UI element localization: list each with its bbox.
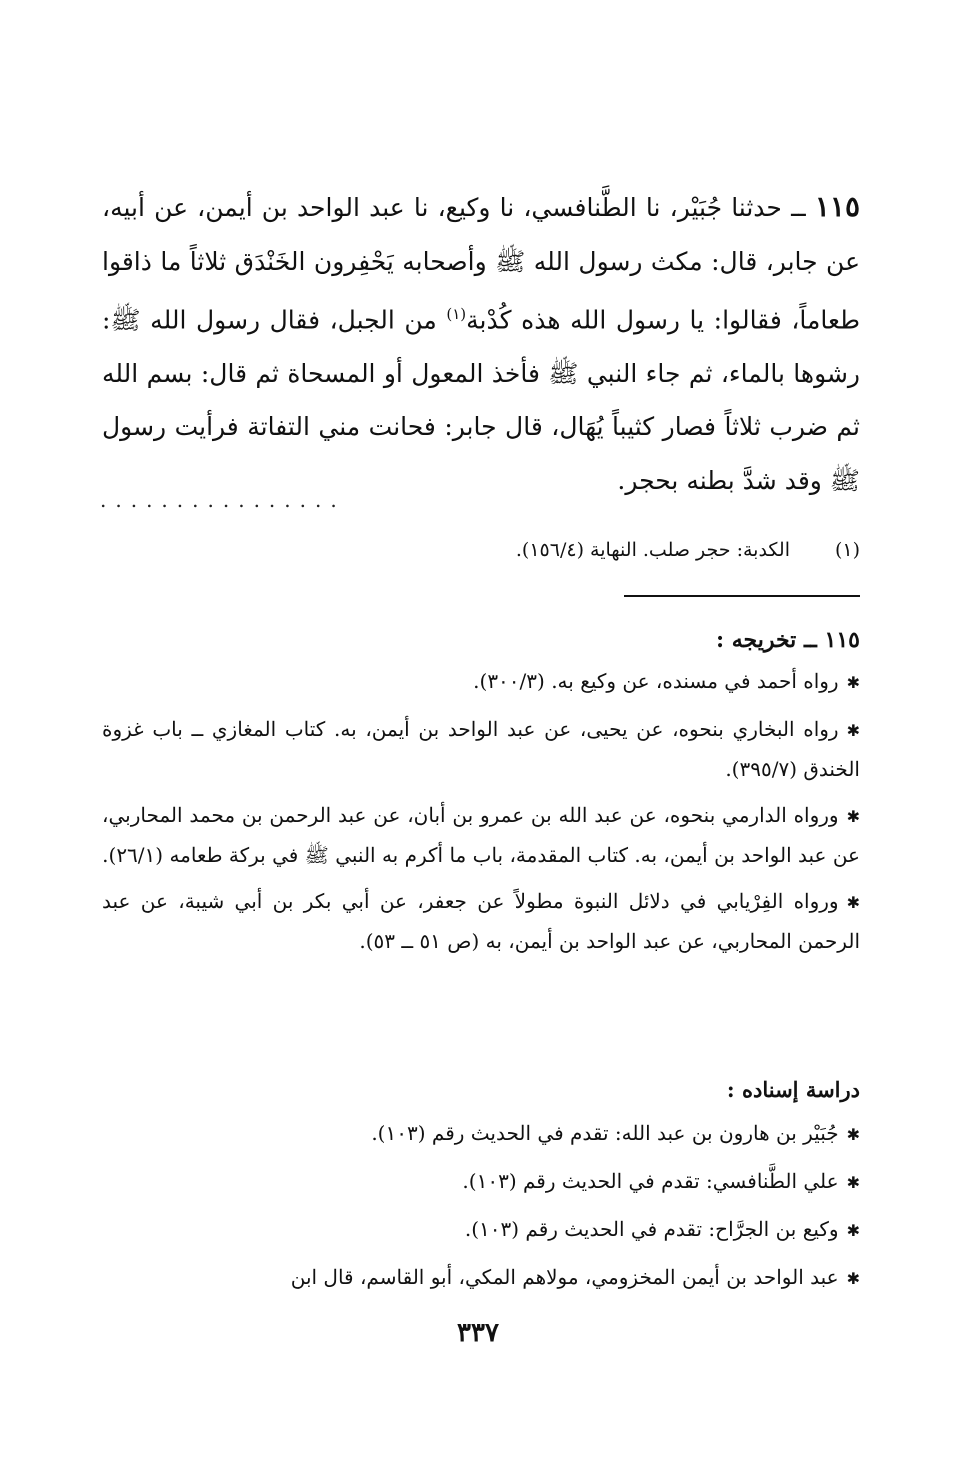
star-icon: ✱	[846, 807, 860, 826]
narrator-item	[102, 1210, 860, 1250]
star-icon: ✱	[846, 1125, 860, 1144]
takhrij-item	[102, 710, 860, 788]
footnote-number: (١)	[834, 539, 860, 561]
takhrij-item	[102, 882, 860, 960]
star-icon: ✱	[846, 1269, 860, 1288]
star-icon: ✱	[846, 893, 860, 912]
hadith-body-part2: من الجبل، فقال رسول الله ﷺ: رشوها بالماء، ثم جاء النبي ﷺ فأخذ المعول أو المسحاة ثم قال: بسم الله ثم ضرب ثلاثاً فصار كثيباً يُهَال، قال جابر: فحانت مني التفاتة فرأيت رسول ﷺ وقد شدَّ بطنه بحجر.	[102, 305, 860, 495]
star-icon: ✱	[846, 673, 860, 692]
takhrij-item-text: رواه أحمد في مسنده، عن وكيع به. (٣٠٠/٣).	[473, 669, 839, 693]
narrator-text: عبد الواحد بن أيمن المخزومي، مولاهم المكي، أبو القاسم، قال ابن	[290, 1265, 839, 1289]
takhrij-number: ١١٥	[824, 627, 860, 653]
narrator-item	[102, 1258, 860, 1298]
takhrij-list	[102, 662, 860, 968]
takhrij-item-text: ورواه الفِرْيابي في دلائل النبوة مطولاً عن جعفر، عن أبي بكر بن أبي شيبة، عن عبد الرحمن المحاربي، عن عبد الواحد بن أيمن، به (ص ٥١ ــ ٥٣).	[102, 889, 860, 953]
takhrij-title: تخريجه :	[715, 627, 797, 653]
dirasa-heading: دراسة إسناده :	[726, 1077, 860, 1102]
takhrij-item	[102, 662, 860, 702]
hadith-body-part1: حدثنا جُبَيْر، نا الطَّنافسي، نا وكيع، نا عبد الواحد بن أيمن، عن أبيه، عن جابر، قال: مكث رسول الله ﷺ وأصحابه يَحْفِرون الخَنْدَق ثلاثاً ما ذاقوا طعاماً، فقالوا: يا رسول الله هذه كُدْبة	[102, 193, 860, 335]
star-icon: ✱	[846, 1221, 860, 1240]
hadith-number: ١١٥	[814, 190, 861, 223]
narrator-item	[102, 1162, 860, 1202]
section-divider	[624, 595, 860, 597]
narrator-text: جُبَيْر بن هارون بن عبد الله: تقدم في الحديث رقم (١٠٣).	[371, 1121, 839, 1145]
page-number: ٣٣٧	[457, 1318, 499, 1348]
takhrij-item-text: رواه البخاري بنحوه، عن يحيى، عن عبد الواحد بن أيمن، به. كتاب المغازي ــ باب غزوة الخندق (٣٩٥/٧).	[102, 717, 860, 781]
narrator-text: علي الطَّنافسي: تقدم في الحديث رقم (١٠٣).	[462, 1169, 839, 1193]
takhrij-dash: ــ	[803, 627, 817, 653]
star-icon: ✱	[846, 721, 860, 740]
narrator-text: وكيع بن الجرَّاح: تقدم في الحديث رقم (١٠٣).	[464, 1217, 839, 1241]
takhrij-heading	[716, 620, 860, 660]
narrators-list	[102, 1114, 860, 1306]
narrator-item	[102, 1114, 860, 1154]
footnote-text: الكدبة: حجر صلب. النهاية (١٥٦/٤).	[515, 539, 790, 561]
footnote-separator-dots: ................	[100, 488, 346, 512]
footnote-marker: (١)	[446, 305, 467, 323]
hadith-dash: ــ	[791, 193, 806, 222]
footnote	[100, 533, 860, 567]
takhrij-item	[102, 796, 860, 874]
star-icon: ✱	[846, 1173, 860, 1192]
hadith-text	[102, 180, 860, 507]
takhrij-item-text: ورواه الدارمي بنحوه، عن عبد الله بن عمرو بن أبان، عن عبد الرحمن بن محمد المحاربي، عن عبد الواحد بن أيمن، به. كتاب المقدمة، باب ما أكرم به النبي ﷺ في بركة طعامه (٢٦/١).	[102, 803, 860, 867]
